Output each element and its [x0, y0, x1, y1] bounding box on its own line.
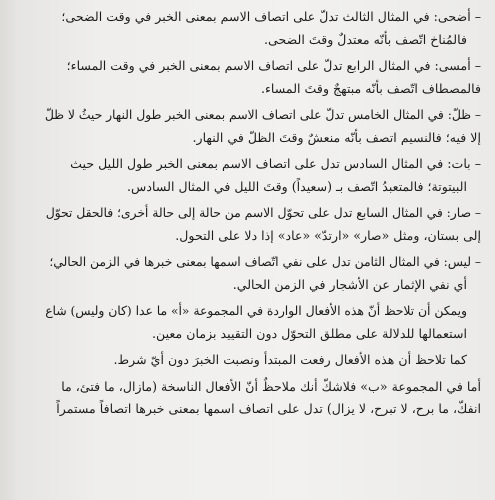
text-line: ويمكن أن تلاحظ أنّ هذه الأفعال الواردة في المجموعة «أ» ما عدا (كان وليس) شاع [45, 304, 467, 318]
text-line: – أمسى: في المثال الرابع تدلّ على اتصاف الاسم بمعنى الخبر في وقت المساء؛ [66, 58, 481, 73]
text-line: – بات: في المثال السادس تدل على اتصاف الاسم بمعنى الخبر طول الليل حيث [70, 156, 481, 171]
text-line: كما تلاحظ أن هذه الأفعال رفعت المبتدأ ونصبت الخبرَ دون أيّ شرط. [113, 352, 467, 367]
text-line: أما في المجموعة «ب» فلاشكّ أنك ملاحظٌ أنّ الأفعال الناسخة (مازال، ما فتئ، ما [61, 378, 481, 394]
paragraph-zalla [44, 104, 481, 149]
paragraph-group-b [44, 376, 481, 421]
paragraph-amsa [44, 55, 481, 100]
paragraph-adha [44, 6, 481, 51]
page-gutter-shadow [0, 0, 18, 500]
text-line: استعمالها للدلالة على مطلق التحوّل دون التقييد بزمان معين. [152, 325, 467, 341]
text-line: – ليس: في المثال الثامن تدل على نفي اتّصاف اسمها بمعنى خبرها في الزمن الحالي؛ [49, 255, 481, 269]
paragraph-sara [44, 202, 481, 247]
text-line: – ظلّ: في المثال الخامس تدلّ على اتصاف الاسم بمعنى الخبر طول النهار حيثُ لا ظلّ [44, 108, 481, 122]
text-line: فالمصطاف اتّصف بأنّه مبتهجٌ وقتَ المساء. [260, 80, 481, 96]
paragraph-laysa [44, 251, 481, 296]
text-line: – صار: في المثال السابع تدل على تحوّل الاسم من حالة إلى حالة أخرى؛ فالحقل تحوّل [45, 206, 481, 220]
text-line: – أضحى: في المثال الثالث تدلّ على اتصاف الاسم بمعنى الخبر في وقت الضحى؛ [61, 9, 481, 24]
paragraph-note-raf [44, 349, 481, 372]
text-line: إلى بستان، ومثل «صار» «ارتدّ» «عاد» إذا دلا على التحول. [175, 227, 481, 243]
text-body [44, 6, 481, 425]
paragraph-bata [44, 153, 481, 198]
paragraph-note-group-a [44, 300, 481, 345]
text-line: فالمُناخ اتّصف بأنّه معتدلٌ وقتَ الضحى. [263, 31, 467, 47]
text-line: أي نفي الإثمار عن الأشجار في الزمن الحالي. [232, 276, 467, 292]
text-line: انفكّ، ما برح، لا تبرح، لا يزال) تدل على اتصاف اسمها بمعنى خبرها اتصافاً مستمراً [56, 401, 481, 416]
text-line: البيتوتة؛ فالمتعبدُ اتّصف بـ (سعيداً) وقتَ الليل في المثال السادس. [127, 178, 467, 194]
text-line: إلا فيه؛ فالنسيم اتصف بأنّه منعشٌ وقتَ الظلّ في النهار. [192, 129, 481, 145]
